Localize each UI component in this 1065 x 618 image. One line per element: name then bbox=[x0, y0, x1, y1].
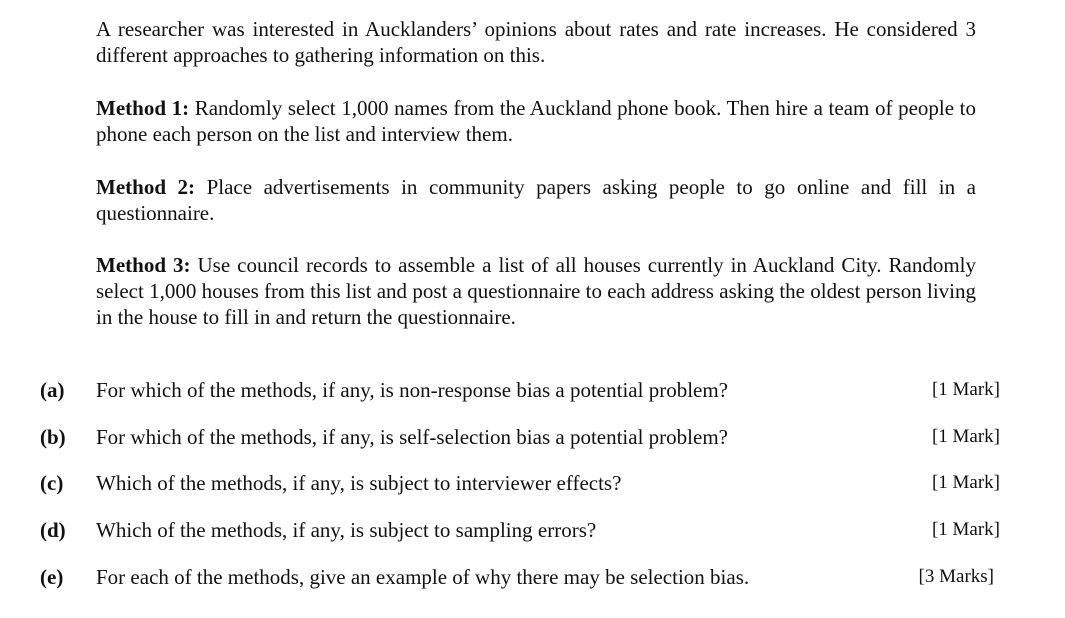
method-2-text: Place advertisements in community papers asking people to go online and fill in a questionnaire. bbox=[96, 175, 976, 225]
question-c-marks: [1 Mark] bbox=[931, 472, 1000, 493]
method-3-text: Use council records to assemble a list of all houses currently in Auckland City. Randomly select 1,000 houses from this list and post a questionnaire to each address asking the oldest person living in the house to fill in and return the questionnaire. bbox=[96, 253, 976, 329]
question-d-text: Which of the methods, if any, is subject to sampling errors? bbox=[96, 518, 597, 542]
method-3-label: Method 3: bbox=[96, 253, 191, 277]
question-c bbox=[40, 469, 1000, 497]
question-b-label: (b) bbox=[40, 425, 66, 449]
question-e-marks: [3 Marks] bbox=[918, 566, 994, 587]
question-e bbox=[40, 563, 1000, 591]
intro-paragraph bbox=[96, 16, 976, 68]
question-e-text: For each of the methods, give an example of why there may be selection bias. bbox=[96, 565, 750, 589]
method-2-paragraph bbox=[96, 174, 976, 226]
question-c-label: (c) bbox=[40, 471, 64, 495]
question-b-text: For which of the methods, if any, is self-selection bias a potential problem? bbox=[96, 425, 728, 449]
method-2-label: Method 2: bbox=[96, 175, 196, 199]
question-c-text: Which of the methods, if any, is subject to interviewer effects? bbox=[96, 471, 622, 495]
question-a-label: (a) bbox=[40, 378, 65, 402]
question-d bbox=[40, 516, 1000, 544]
question-a-text: For which of the methods, if any, is non-response bias a potential problem? bbox=[96, 378, 728, 402]
question-d-label: (d) bbox=[40, 518, 66, 542]
method-1-paragraph bbox=[96, 95, 976, 147]
method-3-paragraph bbox=[96, 252, 976, 330]
question-b-marks: [1 Mark] bbox=[931, 426, 1000, 447]
question-a-marks: [1 Mark] bbox=[931, 379, 1000, 400]
question-b bbox=[40, 423, 1000, 451]
question-a bbox=[40, 376, 1000, 404]
method-1-text: Randomly select 1,000 names from the Auckland phone book. Then hire a team of people to phone each person on the list and interview them. bbox=[96, 96, 976, 146]
question-e-label: (e) bbox=[40, 565, 64, 589]
intro-text: A researcher was interested in Aucklanders’ opinions about rates and rate increases. He considered 3 different approaches to gathering information on this. bbox=[96, 17, 976, 67]
method-1-label: Method 1: bbox=[96, 96, 190, 120]
question-d-marks: [1 Mark] bbox=[931, 519, 1000, 540]
